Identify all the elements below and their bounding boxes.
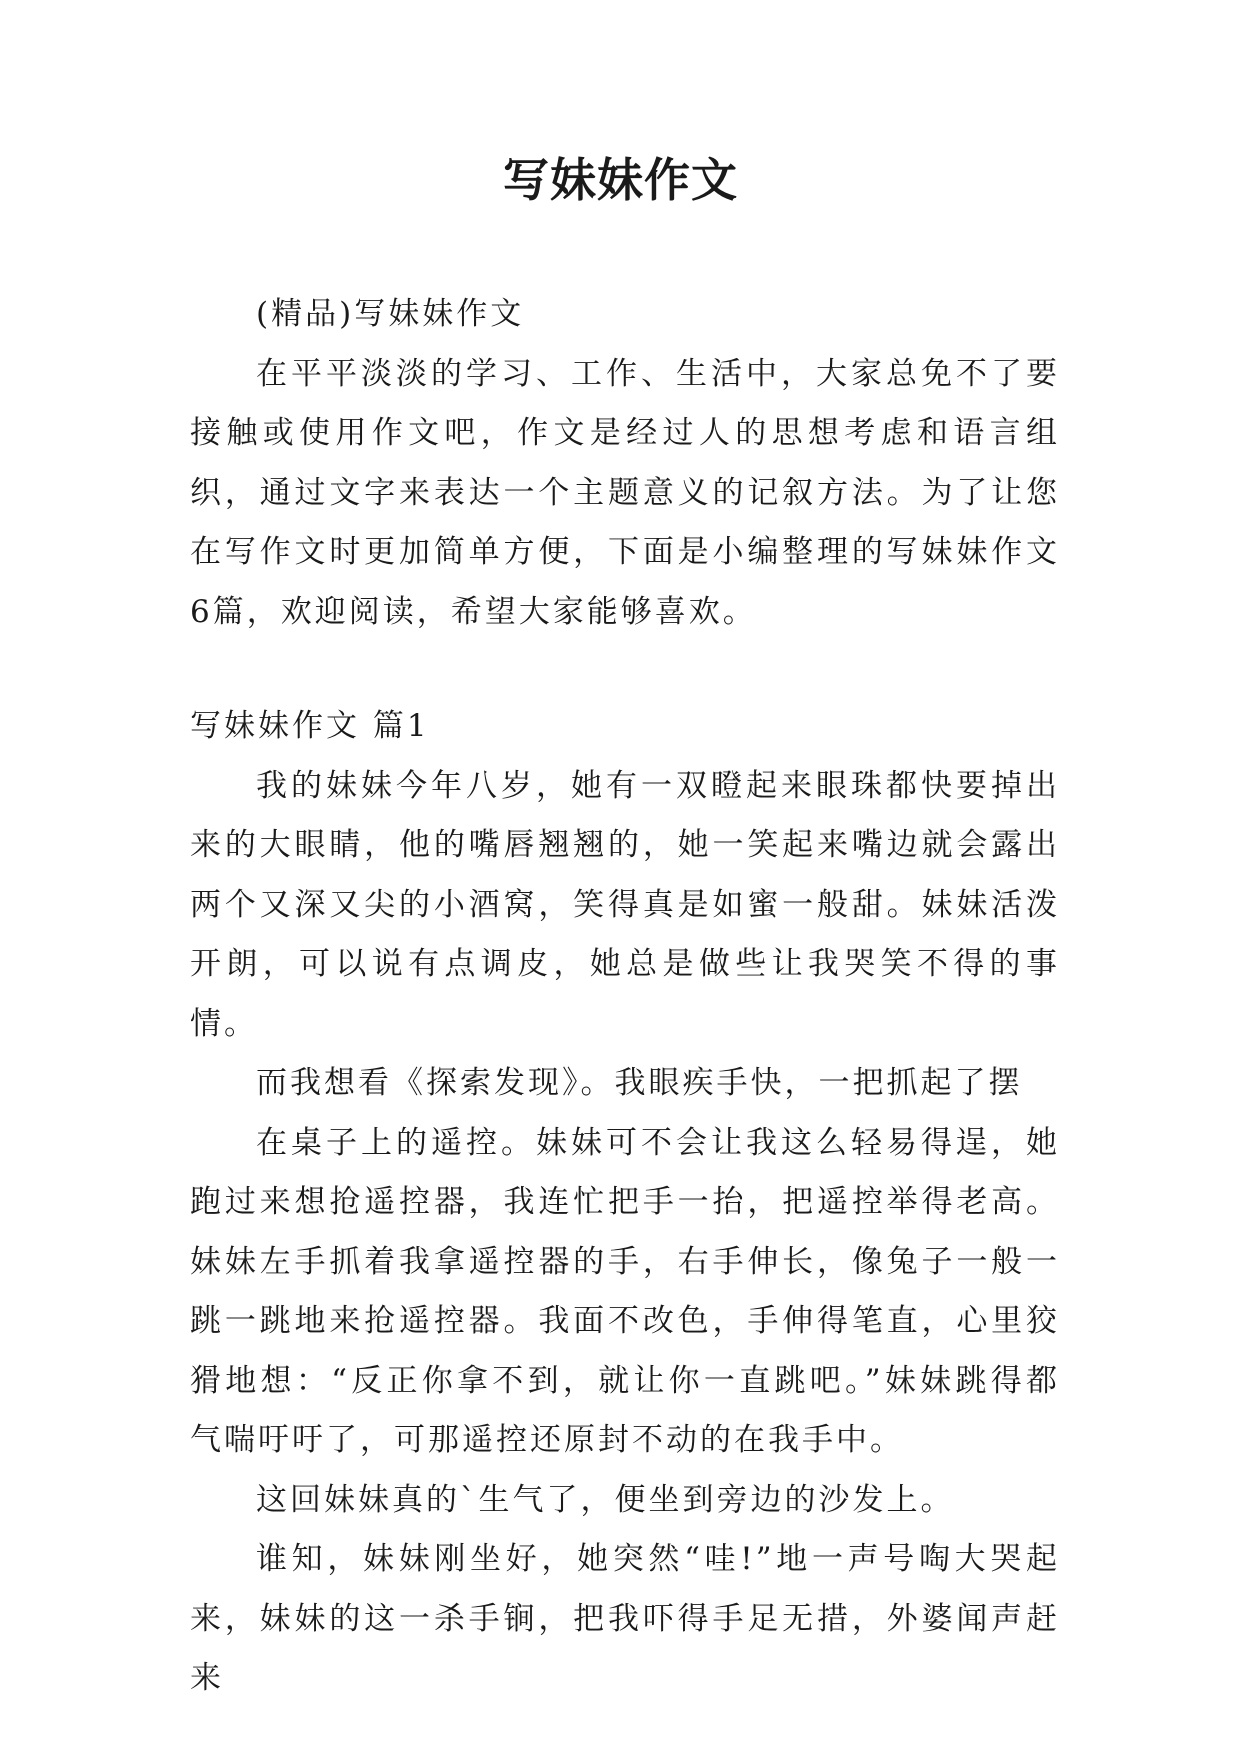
body-paragraph: 这回妹妹真的`生气了，便坐到旁边的沙发上。 <box>256 1481 955 1518</box>
body-paragraph: 我的妹妹今年八岁，她有一双瞪起来眼珠都快要掉出来的大眼睛，他的嘴唇翘翘的，她一笑起来嘴边就会露出两个又深又尖的小酒窝，笑得真是如蜜一般甜。妹妹活泼开朗，可以说有点调皮，她总是做些让我哭笑不得的事情。 <box>190 767 1060 1042</box>
body-paragraph: 在桌子上的遥控。妹妹可不会让我这么轻易得逞，她跑过来想抢遥控器，我连忙把手一抬，把遥控举得老高。妹妹左手抓着我拿遥控器的手，右手伸长，像兔子一般一跳一跳地来抢遥控器。我面不改色，手伸得笔直，心里狡猾地想：“反正你拿不到，就让你一直跳吧。”妹妹跳得都气喘吁吁了，可那遥控还原封不动的在我手中。 <box>190 1124 1060 1458</box>
section-heading: 写妹妹作文 篇1 <box>190 708 430 744</box>
body-paragraph: 谁知，妹妹刚坐好，她突然“哇!”地一声号啕大哭起来，妹妹的这一杀手锏，把我吓得手足无措，外婆闻声赶来 <box>190 1541 1060 1696</box>
intro-paragraph: 在平平淡淡的学习、工作、生活中，大家总免不了要接触或使用作文吧，作文是经过人的思想考虑和语言组织，通过文字来表达一个主题意义的记叙方法。为了让您在写作文时更加简单方便，下面是小编整理的写妹妹作文6篇，欢迎阅读，希望大家能够喜欢。 <box>190 355 1060 630</box>
document-title: 写妹妹作文 <box>503 153 738 207</box>
document-subtitle: (精品)写妹妹作文 <box>256 296 525 332</box>
document-body <box>190 285 1060 1709</box>
body-paragraph: 而我想看《探索发现》。我眼疾手快，一把抓起了摆 <box>256 1065 1023 1101</box>
